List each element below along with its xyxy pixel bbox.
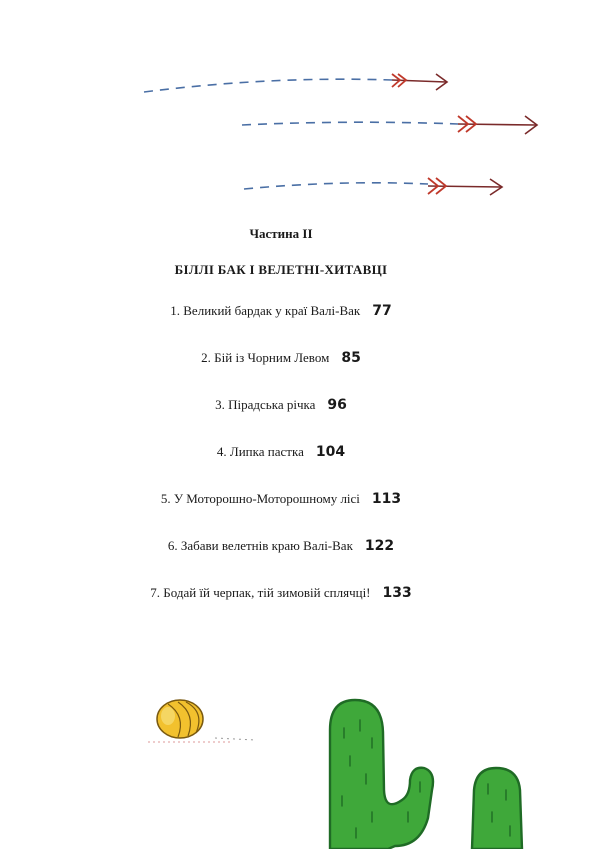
toc-entry-title: 5. У Моторошно-Моторошному лісі xyxy=(160,491,360,506)
part-label: Частина II xyxy=(249,226,313,241)
toc-entry-title: 1. Великий бардак у краї Валі-Вак xyxy=(170,303,361,318)
toc-entry-title: 7. Бодай їй черпак, тій зимовій сплячці! xyxy=(150,585,371,600)
toc-entry-page: 77 xyxy=(372,303,392,319)
part-title: БІЛЛІ БАК І ВЕЛЕТНІ-ХИТАВЦІ xyxy=(174,262,388,277)
arrow-icon xyxy=(242,116,537,134)
toc-entry[interactable] xyxy=(0,585,562,632)
toc-entry-title: 2. Бій із Чорним Левом xyxy=(201,350,330,365)
arrow-icon xyxy=(244,178,502,195)
toc-entry[interactable] xyxy=(0,397,562,444)
toc-entry-title: 3. Пірадська річка xyxy=(215,397,316,412)
toc-entry-page: 85 xyxy=(341,350,361,366)
cactus-icon xyxy=(472,768,522,849)
toc-entry-page: 113 xyxy=(371,491,402,507)
table-of-contents xyxy=(0,303,562,632)
toc-entry-page: 122 xyxy=(364,538,395,554)
toc-entry-title: 6. Забави велетнів краю Валі-Вак xyxy=(167,538,353,553)
acorn-icon xyxy=(148,700,255,742)
cactus-icon xyxy=(330,700,433,849)
toc-entry-page: 96 xyxy=(327,397,347,413)
arrow-icon xyxy=(144,74,447,92)
toc-entry[interactable] xyxy=(0,538,562,585)
toc-entry-page: 104 xyxy=(315,444,346,460)
toc-entry[interactable] xyxy=(0,491,562,538)
toc-entry[interactable] xyxy=(0,303,562,350)
toc-entry[interactable] xyxy=(0,350,562,397)
toc-entry[interactable] xyxy=(0,444,562,491)
toc-entry-page: 133 xyxy=(382,585,412,601)
toc-entry-title: 4. Липка пастка xyxy=(216,444,304,459)
